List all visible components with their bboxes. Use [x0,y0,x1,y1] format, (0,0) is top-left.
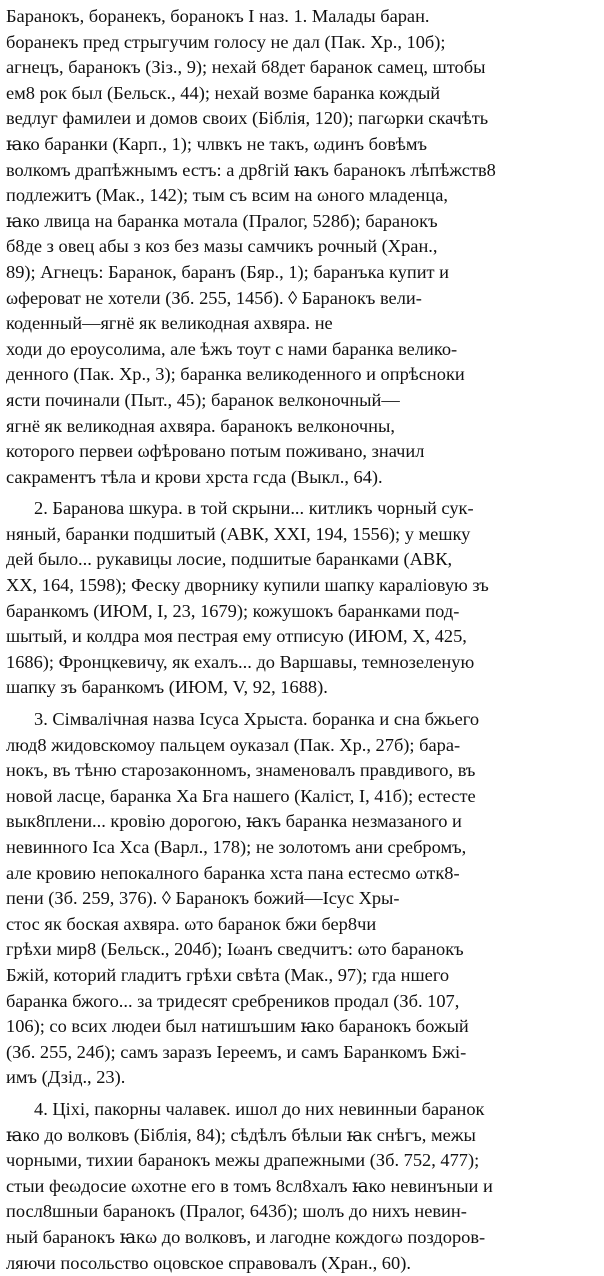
text-line: шытый, и колдра моя пестрая ему отписую (ИЮМ, X, 425, [6,624,598,650]
text-line: ꙗко лвица на баранка мотала (Пралог, 528б); баранокъ [6,209,598,235]
text-line: сакраментъ тѣла и крови хрста гсда (Выкл., 64). [6,465,598,491]
text-line: ный баранокъ ꙗкω до волковъ, и лагодне кождогω поздоров- [6,1225,598,1251]
text-line: дей было... рукавицы лосие, подшитые баранками (АВК, [6,547,598,573]
text-line: новой ласце, баранка Ха Бга нашего (Каліст, I, 41б); естесте [6,784,598,810]
text-line: XX, 164, 1598); Феску дворнику купили шапку караліовую зъ [6,573,598,599]
text-line: 1686); Фронцкевичу, як ехалъ... до Варшавы, темнозеленую [6,650,598,676]
text-line: ясти починали (Пыт., 45); баранок велконочный— [6,388,598,414]
text-line: але кровию непокалного баранка хста пана естесмо ωтк8- [6,861,598,887]
text-line: стос як боская ахвяра. ωто баранок бжи бер8чи [6,912,598,938]
text-line: подлежитъ (Мак., 142); тым съ всим на ωного младенца, [6,183,598,209]
text-line: ведлуг фамилеи и домов своих (Біблія, 120); пагωрки скачѣть [6,106,598,132]
text-line: няный, баранки подшитый (АВК, XXI, 194, 1556); у мешку [6,522,598,548]
text-line: ꙗко баранки (Карп., 1); члвкъ не такъ, ωдинъ бовѣмъ [6,132,598,158]
text-line: ходи до ероусолима, але ѣжъ тоут с нами баранка велико- [6,337,598,363]
text-line: Баранокъ, боранекъ, боранокъ I наз. 1. Малады баран. [6,4,598,30]
text-line: Бжій, которий гладитъ грѣхи свѣта (Мак., 97); гдa ншего [6,963,598,989]
text-line: пени (Зб. 259, 376). ◊ Баранокъ божий—Ісус Хры- [6,886,598,912]
text-line: посл8шныи баранокъ (Пралог, 643б); шолъ до нихъ невин- [6,1199,598,1225]
text-line: боранекъ пред стрыгучим голосу не дал (Пак. Хр., 10б); [6,30,598,56]
text-line: ляючи посольство оцовское справовалъ (Хран., 60). [6,1251,598,1276]
text-line: нокъ, въ тѣню старозаконномъ, знаменовалъ правдивого, въ [6,758,598,784]
text-line: волкомъ драпѣжнымъ естъ: а др8гій ꙗкъ баранокъ лѣпѣжств8 [6,158,598,184]
text-line: невинного Іса Хса (Варл., 178); не золотомъ ани сребромъ, [6,835,598,861]
text-line: агнецъ, баранокъ (Зіз., 9); нехай б8дет баранок самец, штобы [6,55,598,81]
text-line: имъ (Дзід., 23). [6,1065,598,1091]
text-line: чорными, тихии баранокъ межы драпежными (Зб. 752, 477); [6,1148,598,1174]
text-line: ꙗко до волковъ (Біблія, 84); сѣдѣлъ бѣлыи ꙗк снѣгъ, межы [6,1123,598,1149]
text-line: ягнё як великодная ахвяра. баранокъ велконочны, [6,414,598,440]
text-line: грѣхи мир8 (Бельск., 204б); Іωанъ сведчитъ: ωто баранокъ [6,937,598,963]
text-line: 3. Сімвалічная назва Ісуса Хрыста. боранка и сна бжьего [6,707,598,733]
text-line: люд8 жидовскомоу пальцем оуказал (Пак. Хр., 27б); бара- [6,733,598,759]
text-line: стыи феωдосие ωхотне его в томъ 8сл8халъ ꙗко невинъныи и [6,1174,598,1200]
text-line: денного (Пак. Хр., 3); баранка великоденного и опрѣсноки [6,362,598,388]
text-line: ем8 рок был (Бельск., 44); нехай возме баранка кождый [6,81,598,107]
text-line: 89); Агнецъ: Баранок, баранъ (Бяр., 1); баранъка купит и [6,260,598,286]
text-line: ωферοват не хотели (Зб. 255, 145б). ◊ Баранокъ вели- [6,286,598,312]
text-line: коденный—ягнё як великодная ахвяра. не [6,311,598,337]
text-line: (Зб. 255, 24б); самъ заразъ Іереемъ, и самъ Баранкомъ Бжі- [6,1040,598,1066]
text-line: б8де з овец абы з коз без мазы самчикъ рочный (Хран., [6,234,598,260]
text-line: баранкомъ (ИЮМ, I, 23, 1679); кожушокъ баранками под- [6,599,598,625]
text-line: баранка бжого... за тридесят сребреников продал (Зб. 107, [6,989,598,1015]
text-line: шапку зъ баранкомъ (ИЮМ, V, 92, 1688). [6,675,598,701]
text-line: 2. Баранова шкура. в той скрыни... китликъ чорный сук- [6,496,598,522]
text-line: которого первеи ωфѣровано потым поживано, значил [6,439,598,465]
text-line: 4. Ціхі, пакорны чалавек. ишол до них невинныи баранок [6,1097,598,1123]
text-line: вык8плени... кровію дорогою, ꙗкъ баранка незмазаного и [6,809,598,835]
entry-text [6,4,598,1276]
text-line: 106); со всих людеи был натишъшим ꙗко баранокъ божый [6,1014,598,1040]
